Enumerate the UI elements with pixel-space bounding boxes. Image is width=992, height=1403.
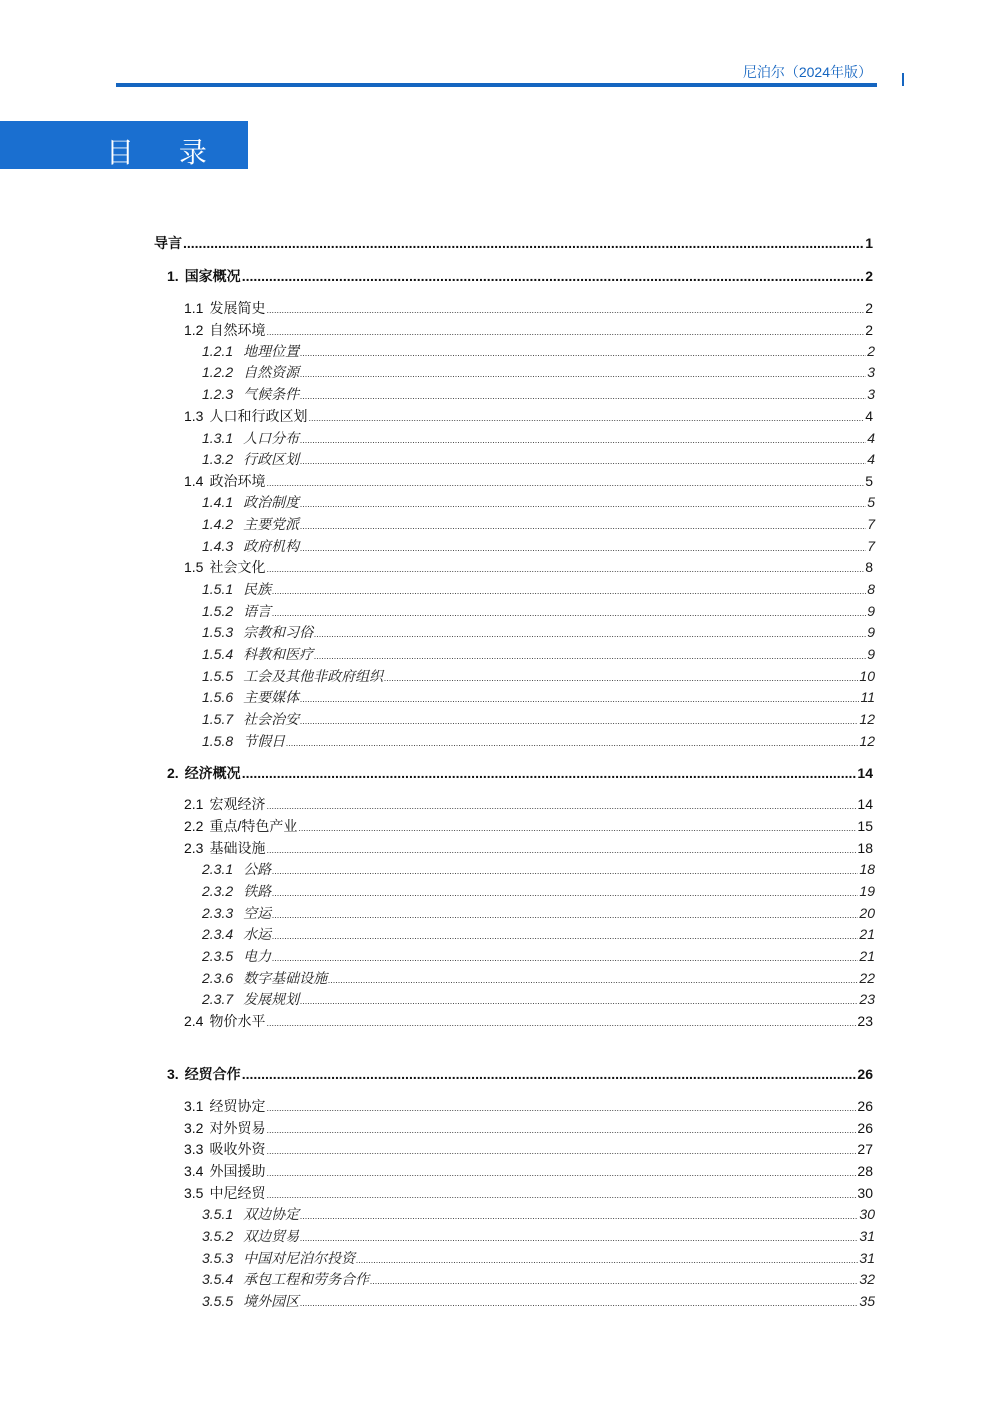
- toc-entry-text: 经贸协定: [209, 1098, 266, 1114]
- toc-entry[interactable]: [202, 579, 875, 599]
- toc-entry[interactable]: [202, 859, 875, 879]
- toc-entry-label: [202, 384, 300, 404]
- toc-entry-number: 1.2.1: [202, 343, 234, 359]
- toc-entry[interactable]: [202, 514, 875, 534]
- toc-leader-dots: [300, 391, 866, 401]
- toc-leader-dots: [314, 629, 866, 639]
- toc-entry-number: 3.1: [184, 1098, 204, 1114]
- toc-entry-number: 1.4.1: [202, 494, 234, 510]
- toc-entry-label: [184, 1161, 266, 1181]
- toc-entry-number: 1.2.3: [202, 386, 234, 402]
- toc-entry[interactable]: [202, 536, 875, 556]
- toc-entry[interactable]: [202, 1204, 875, 1224]
- toc-entry-label: [202, 731, 286, 751]
- toc-entry-text: 对外贸易: [209, 1120, 266, 1136]
- toc-entry-text: 政治环境: [209, 473, 266, 489]
- toc-leader-dots: [242, 765, 857, 781]
- toc-entry-page: 2: [867, 343, 875, 359]
- toc-entry-number: 3.3: [184, 1141, 204, 1157]
- toc-entry[interactable]: [184, 1096, 873, 1116]
- toc-entry[interactable]: [184, 816, 873, 836]
- toc-entry-number: 1.4: [184, 473, 204, 489]
- toc-entry-number: 2.3.2: [202, 883, 234, 899]
- toc-entry-text: 地理位置: [243, 343, 300, 359]
- toc-entry-text: 主要媒体: [243, 689, 300, 705]
- toc-entry-number: 1.3.2: [202, 451, 234, 467]
- toc-entry-page: 7: [867, 538, 875, 554]
- toc-entry-page: 9: [867, 624, 875, 640]
- toc-entry-page: 15: [857, 818, 873, 834]
- toc-entry-number: 2.: [167, 765, 179, 781]
- toc-entry-number: 3.5.2: [202, 1228, 234, 1244]
- toc-leader-dots: [266, 327, 864, 337]
- toc-entry-label: [202, 1248, 356, 1268]
- toc-entry-text: 双边协定: [243, 1206, 300, 1222]
- toc-entry-number: 1.4.2: [202, 516, 234, 532]
- toc-entry[interactable]: [202, 989, 875, 1009]
- toc-leader-dots: [300, 716, 858, 726]
- toc-entry[interactable]: [202, 903, 875, 923]
- toc-entry[interactable]: [202, 644, 875, 664]
- toc-entry-text: 人口分布: [243, 430, 300, 446]
- toc-entry-page: 2: [865, 300, 873, 316]
- toc-entry[interactable]: [184, 1183, 873, 1203]
- toc-entry-page: 30: [859, 1206, 875, 1222]
- toc-entry-page: 4: [867, 430, 875, 446]
- toc-entry-page: 4: [865, 408, 873, 424]
- toc-entry-label: [202, 1226, 300, 1246]
- toc-entry-page: 27: [857, 1141, 873, 1157]
- toc-entry-number: 2.1: [184, 796, 204, 812]
- toc-entry-page: 30: [857, 1185, 873, 1201]
- toc-entry-label: [202, 859, 272, 879]
- toc-entry[interactable]: [184, 320, 873, 340]
- toc-entry[interactable]: [202, 601, 875, 621]
- toc-entry-number: 1.5.5: [202, 668, 234, 684]
- toc-entry-text: 政府机构: [243, 538, 300, 554]
- toc-leader-dots: [266, 1146, 856, 1156]
- toc-entry-label: [202, 341, 300, 361]
- toc-entry-number: 1.5.6: [202, 689, 234, 705]
- toc-entry-page: 11: [860, 689, 875, 705]
- toc-entry-page: 35: [859, 1293, 875, 1309]
- toc-entry-text: 双边贸易: [243, 1228, 300, 1244]
- toc-leader-dots: [314, 651, 866, 661]
- toc-entry-page: 10: [859, 668, 875, 684]
- toc-entry-page: 5: [865, 473, 873, 489]
- toc-entry-number: 1.5.2: [202, 603, 234, 619]
- toc-entry[interactable]: [184, 838, 873, 858]
- toc-entry-label: [202, 601, 272, 621]
- toc-entry[interactable]: [184, 557, 873, 577]
- toc-entry-text: 宗教和习俗: [243, 624, 314, 640]
- toc-entry-page: 12: [859, 711, 875, 727]
- toc-entry-number: 3.5.1: [202, 1206, 234, 1222]
- toc-entry-page: 9: [867, 603, 875, 619]
- toc-entry-number: 1.5.4: [202, 646, 234, 662]
- toc-entry-page: 31: [859, 1250, 875, 1266]
- toc-leader-dots: [300, 1211, 858, 1221]
- toc-entry-number: 1.5.7: [202, 711, 234, 727]
- toc-leader-dots: [272, 888, 858, 898]
- toc-entry-number: 1.5.8: [202, 733, 234, 749]
- toc-entry-label: [202, 536, 300, 556]
- toc-entry-number: 2.3.4: [202, 926, 234, 942]
- toc-title: 目 录: [106, 136, 225, 169]
- toc-leader-dots: [300, 369, 866, 379]
- toc-entry-label: [184, 1011, 266, 1031]
- toc-entry-page: 28: [857, 1163, 873, 1179]
- toc-entry-number: 1.5.3: [202, 624, 234, 640]
- toc-leader-dots: [298, 823, 856, 833]
- toc-entry[interactable]: [202, 946, 875, 966]
- toc-entry-text: 外国援助: [209, 1163, 266, 1179]
- toc-entry-text: 发展规划: [243, 991, 300, 1007]
- toc-entry-label: [184, 471, 266, 491]
- toc-entry-number: 1.: [167, 268, 179, 284]
- toc-entry[interactable]: [167, 266, 873, 286]
- toc-leader-dots: [272, 910, 858, 920]
- toc-entry-label: [202, 709, 300, 729]
- toc-leader-dots: [384, 673, 858, 683]
- toc-entry-page: 26: [857, 1066, 873, 1082]
- toc-entry[interactable]: [184, 471, 873, 491]
- toc-entry-label: [167, 1064, 242, 1084]
- toc-entry-page: 18: [857, 840, 873, 856]
- toc-entry-page: 14: [857, 765, 873, 781]
- toc-leader-dots: [272, 866, 858, 876]
- toc-leader-dots: [308, 413, 864, 423]
- toc-entry-label: [202, 1204, 300, 1224]
- toc-entry-label: [202, 924, 272, 944]
- toc-entry-text: 社会治安: [243, 711, 300, 727]
- toc-entry[interactable]: [202, 968, 875, 988]
- toc-entry[interactable]: [167, 1064, 873, 1084]
- toc-entry-label: [184, 320, 266, 340]
- toc-entry-label: [202, 946, 272, 966]
- toc-entry[interactable]: [202, 666, 875, 686]
- toc-entry-label: [202, 881, 272, 901]
- toc-entry-label: [167, 763, 242, 783]
- toc-leader-dots: [266, 1168, 856, 1178]
- toc-entry-number: 2.3: [184, 840, 204, 856]
- toc-entry[interactable]: [184, 1139, 873, 1159]
- toc-entry-page: 26: [857, 1098, 873, 1114]
- toc-entry-label: [184, 1096, 266, 1116]
- toc-entry-page: 21: [859, 948, 875, 964]
- toc-entry-label: [202, 492, 300, 512]
- toc-entry-text: 节假日: [243, 733, 286, 749]
- toc-entry-text: 经贸合作: [184, 1066, 241, 1082]
- toc-entry-page: 31: [859, 1228, 875, 1244]
- toc-leader-dots: [328, 975, 858, 985]
- toc-entry-number: 2.3.3: [202, 905, 234, 921]
- toc-entry[interactable]: [184, 794, 873, 814]
- toc-entry-number: 1.3.1: [202, 430, 234, 446]
- toc-entry-text: 民族: [243, 581, 272, 597]
- toc-leader-dots: [266, 564, 864, 574]
- toc-entry-page: 14: [857, 796, 873, 812]
- toc-entry-label: [184, 816, 298, 836]
- toc-entry-text: 自然资源: [243, 364, 300, 380]
- toc-entry-page: 5: [867, 494, 875, 510]
- toc-entry-page: 23: [859, 991, 875, 1007]
- toc-entry[interactable]: [202, 1291, 875, 1311]
- toc-entry[interactable]: [202, 924, 875, 944]
- toc-entry-page: 12: [859, 733, 875, 749]
- toc-entry[interactable]: [202, 622, 875, 642]
- toc-entry[interactable]: [184, 1011, 873, 1031]
- toc-leader-dots: [272, 608, 866, 618]
- toc-leader-dots: [370, 1276, 858, 1286]
- toc-entry-text: 行政区划: [243, 451, 300, 467]
- toc-leader-dots: [286, 738, 858, 748]
- toc-entry-page: 22: [859, 970, 875, 986]
- toc-leader-dots: [300, 499, 866, 509]
- toc-entry-text: 工会及其他非政府组织: [243, 668, 384, 684]
- toc-entry-text: 人口和行政区划: [209, 408, 308, 424]
- toc-entry-text: 社会文化: [209, 559, 266, 575]
- toc-entry-text: 电力: [243, 948, 272, 964]
- header-title: 尼泊尔（2024年版）: [742, 64, 872, 80]
- toc-leader-dots: [300, 694, 859, 704]
- toc-entry[interactable]: [184, 1118, 873, 1138]
- toc-entry-number: 1.2: [184, 322, 204, 338]
- toc-leader-dots: [266, 845, 856, 855]
- toc-entry-text: 政治制度: [243, 494, 300, 510]
- toc-entry-text: 物价水平: [209, 1013, 266, 1029]
- toc-entry-label: [184, 794, 266, 814]
- toc-entry-label: [202, 903, 272, 923]
- toc-entry-page: 4: [867, 451, 875, 467]
- toc-entry-text: 境外园区: [243, 1293, 300, 1309]
- toc-leader-dots: [266, 305, 864, 315]
- toc-entry-number: 2.2: [184, 818, 204, 834]
- toc-entry-label: [202, 362, 300, 382]
- toc-leader-dots: [266, 1125, 856, 1135]
- toc-entry-number: 3.2: [184, 1120, 204, 1136]
- toc-entry-label: [202, 428, 300, 448]
- toc-leader-dots: [300, 435, 866, 445]
- toc-entry-text: 宏观经济: [209, 796, 266, 812]
- toc-entry-text: 科教和医疗: [243, 646, 314, 662]
- toc-entry-page: 18: [859, 861, 875, 877]
- toc-entry-number: 1.4.3: [202, 538, 234, 554]
- toc-entry-number: 3.5.5: [202, 1293, 234, 1309]
- toc-leader-dots: [300, 1233, 858, 1243]
- toc-entry-label: [202, 449, 300, 469]
- toc-leader-dots: [272, 953, 858, 963]
- toc-entry[interactable]: [202, 449, 875, 469]
- toc-entry-number: 2.3.7: [202, 991, 234, 1007]
- toc-entry-number: 1.5: [184, 559, 204, 575]
- toc-entry-label: [202, 514, 300, 534]
- toc-leader-dots: [266, 1103, 856, 1113]
- toc-leader-dots: [300, 996, 858, 1006]
- toc-leader-dots: [242, 1066, 857, 1082]
- toc-entry-page: 9: [867, 646, 875, 662]
- toc-entry-number: 1.5.1: [202, 581, 234, 597]
- toc-leader-dots: [300, 1298, 858, 1308]
- toc-entry-page: 26: [857, 1120, 873, 1136]
- toc-entry-text: 铁路: [243, 883, 272, 899]
- toc-entry[interactable]: [184, 406, 873, 426]
- toc-entry[interactable]: [202, 1248, 875, 1268]
- toc-entry-label: [202, 1291, 300, 1311]
- toc-leader-dots: [183, 235, 864, 251]
- toc-leader-dots: [272, 931, 858, 941]
- toc-entry-page: 3: [867, 364, 875, 380]
- toc-leader-dots: [266, 1190, 856, 1200]
- toc-entry-page: 32: [859, 1271, 875, 1287]
- toc-entry-number: 1.2.2: [202, 364, 234, 380]
- toc-entry[interactable]: [202, 428, 875, 448]
- toc-entry-text: 语言: [243, 603, 272, 619]
- toc-entry[interactable]: [167, 763, 873, 783]
- toc-entry-number: 2.3.1: [202, 861, 234, 877]
- toc-entry-text: 重点/特色产业: [209, 818, 298, 834]
- toc-entry-text: 空运: [243, 905, 272, 921]
- toc-entry-number: 3.5.3: [202, 1250, 234, 1266]
- toc-entry-page: 8: [865, 559, 873, 575]
- toc-entry-page: 19: [859, 883, 875, 899]
- toc-entry-label: [202, 644, 314, 664]
- toc-entry-label: [202, 687, 300, 707]
- toc-entry-label: [184, 1139, 266, 1159]
- toc-entry[interactable]: [202, 341, 875, 361]
- toc-entry-label: [184, 1118, 266, 1138]
- toc-entry[interactable]: [202, 709, 875, 729]
- toc-entry-label: [184, 298, 266, 318]
- toc-entry-number: 2.4: [184, 1013, 204, 1029]
- toc-leader-dots: [300, 543, 866, 553]
- toc-entry-label: [202, 666, 384, 686]
- toc-entry-page: 2: [865, 322, 873, 338]
- toc-entry-number: 3.5: [184, 1185, 204, 1201]
- toc-entry-text: 自然环境: [209, 322, 266, 338]
- toc-entry-label: [202, 579, 272, 599]
- toc-entry-text: 水运: [243, 926, 272, 942]
- toc-entry-text: 发展简史: [209, 300, 266, 316]
- toc-entry[interactable]: [184, 298, 873, 318]
- toc-entry-number: 2.3.5: [202, 948, 234, 964]
- toc-entry[interactable]: [202, 687, 875, 707]
- toc-leader-dots: [300, 456, 866, 466]
- toc-entry-text: 国家概况: [184, 268, 241, 284]
- toc-entry-page: 23: [857, 1013, 873, 1029]
- toc-leader-dots: [266, 478, 864, 488]
- toc-entry-text: 数字基础设施: [243, 970, 328, 986]
- toc-entry[interactable]: [202, 731, 875, 751]
- toc-entry-label: [167, 266, 242, 286]
- toc-entry-label: [202, 1269, 370, 1289]
- toc-entry-text: 经济概况: [184, 765, 241, 781]
- toc-entry[interactable]: [202, 1269, 875, 1289]
- toc-leader-dots: [272, 586, 866, 596]
- toc-entry-text: 中国对尼泊尔投资: [243, 1250, 356, 1266]
- toc-entry-number: 3.4: [184, 1163, 204, 1179]
- toc-entry-label: [154, 233, 183, 253]
- toc-entry-page: 2: [865, 268, 873, 284]
- toc-entry-label: [184, 1183, 266, 1203]
- toc-entry-number: 2.3.6: [202, 970, 234, 986]
- toc-entry-page: 1: [865, 235, 873, 251]
- toc-entry[interactable]: [184, 1161, 873, 1181]
- toc-entry[interactable]: [202, 1226, 875, 1246]
- toc-entry[interactable]: [202, 362, 875, 382]
- toc-entry-number: 1.3: [184, 408, 204, 424]
- toc-entry[interactable]: [202, 492, 875, 512]
- toc-entry-number: 1.1: [184, 300, 204, 316]
- toc-entry-text: 主要党派: [243, 516, 300, 532]
- toc-entry-page: 7: [867, 516, 875, 532]
- toc-leader-dots: [242, 268, 865, 284]
- toc-entry-text: 基础设施: [209, 840, 266, 856]
- toc-entry-text: 吸收外资: [209, 1141, 266, 1157]
- toc-entry-text: 气候条件: [243, 386, 300, 402]
- toc-entry-text: 公路: [243, 861, 272, 877]
- toc-entry-text: 中尼经贸: [209, 1185, 266, 1201]
- toc-entry-label: [202, 622, 314, 642]
- toc-entry-text: 承包工程和劳务合作: [243, 1271, 370, 1287]
- toc-entry[interactable]: [202, 384, 875, 404]
- toc-entry-page: 8: [867, 581, 875, 597]
- toc-entry-label: [184, 838, 266, 858]
- toc-entry[interactable]: [154, 233, 873, 253]
- toc-entry-label: [202, 968, 328, 988]
- toc-leader-dots: [300, 348, 866, 358]
- toc-entry-number: 3.: [167, 1066, 179, 1082]
- toc-entry-number: 3.5.4: [202, 1271, 234, 1287]
- toc-entry-label: [184, 406, 308, 426]
- toc-entry[interactable]: [202, 881, 875, 901]
- toc-entry-label: [202, 989, 300, 1009]
- toc-entry-page: 21: [859, 926, 875, 942]
- toc-entry-page: 3: [867, 386, 875, 402]
- toc-leader-dots: [356, 1255, 858, 1265]
- toc-leader-dots: [266, 1018, 856, 1028]
- toc-entry-label: [184, 557, 266, 577]
- toc-leader-dots: [266, 801, 856, 811]
- toc-entry-text: 导言: [154, 235, 182, 251]
- toc-entry-page: 20: [859, 905, 875, 921]
- toc-leader-dots: [300, 521, 866, 531]
